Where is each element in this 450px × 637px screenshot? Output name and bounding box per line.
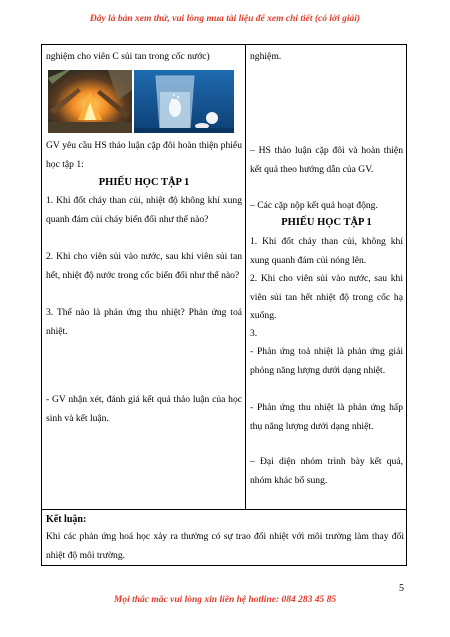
- experiment-photos: [48, 70, 234, 133]
- left-intro-tail: nghiệm cho viên C sủi tan trong cốc nước): [46, 51, 210, 62]
- submit-results: – Các cặp nộp kết quả hoạt động.: [250, 200, 378, 211]
- conclusion-body: Khi các phản ứng hoá học xảy ra thường có sự trao đổi nhiệt với môi trường làm thay đổi nhiệt độ môi trường.: [46, 531, 404, 561]
- answer-3-exothermic: - Phản ứng toả nhiệt là phản ứng giải phóng năng lượng dưới dạng nhiệt.: [250, 346, 403, 376]
- answer-2: 2. Khi cho viên sủi vào nước, sau khi viên sủi tan hết nhiệt độ trong cốc hạ xuống.: [250, 273, 403, 322]
- question-1: 1. Khi đốt cháy than củi, nhiệt độ không khí xung quanh đám củi cháy biến đổi như thế nào?: [46, 195, 242, 225]
- answer-1: 1. Khi đốt cháy than củi, không khí xung quanh đám củi nóng lên.: [250, 236, 403, 266]
- right-intro-tail: nghiệm.: [250, 51, 282, 62]
- assessment-note: - GV nhận xét, đánh giá kết quả thảo luận của học sinh và kết luận.: [46, 394, 242, 424]
- worksheet-title-left: PHIẾU HỌC TẬP 1: [98, 177, 190, 188]
- table-row-divider: [41, 509, 407, 510]
- group-report: – Đại diện nhóm trình bày kết quả, nhóm khác bổ sung.: [250, 456, 403, 486]
- campfire-photo: [48, 70, 132, 133]
- page-number: 5: [399, 583, 404, 594]
- fizzing-tablet-glass-photo: [134, 70, 234, 133]
- answer-3-endothermic: - Phản ứng thu nhiệt là phản ứng hấp thụ năng lượng dưới dạng nhiệt.: [250, 402, 403, 432]
- task-intro: GV yêu cầu HS thảo luận cặp đôi hoàn thiện phiếu học tập 1:: [46, 140, 242, 170]
- answer-3-label: 3.: [250, 328, 258, 339]
- worksheet-title-right: PHIẾU HỌC TẬP 1: [281, 217, 372, 228]
- hotline-banner: Mọi thắc mắc vui lòng xin liên hệ hotline: 084 283 45 85: [113, 595, 337, 605]
- preview-banner: Đây là bản xem thử, vui lòng mua tài liệu để xem chi tiết (có lời giải): [89, 14, 361, 24]
- question-3: 3. Thế nào là phản ứng thu nhiệt? Phản ứng toả nhiệt.: [46, 307, 242, 337]
- student-discussion: – HS thảo luận cặp đôi và hoàn thiện kết quả theo hướng dẫn của GV.: [250, 145, 403, 175]
- conclusion-heading: Kết luận:: [46, 514, 87, 525]
- question-2: 2. Khi cho viên sủi vào nước, sau khi viên sủi tan hết, nhiệt độ nước trong cốc biến đổi như thế nào?: [46, 251, 242, 281]
